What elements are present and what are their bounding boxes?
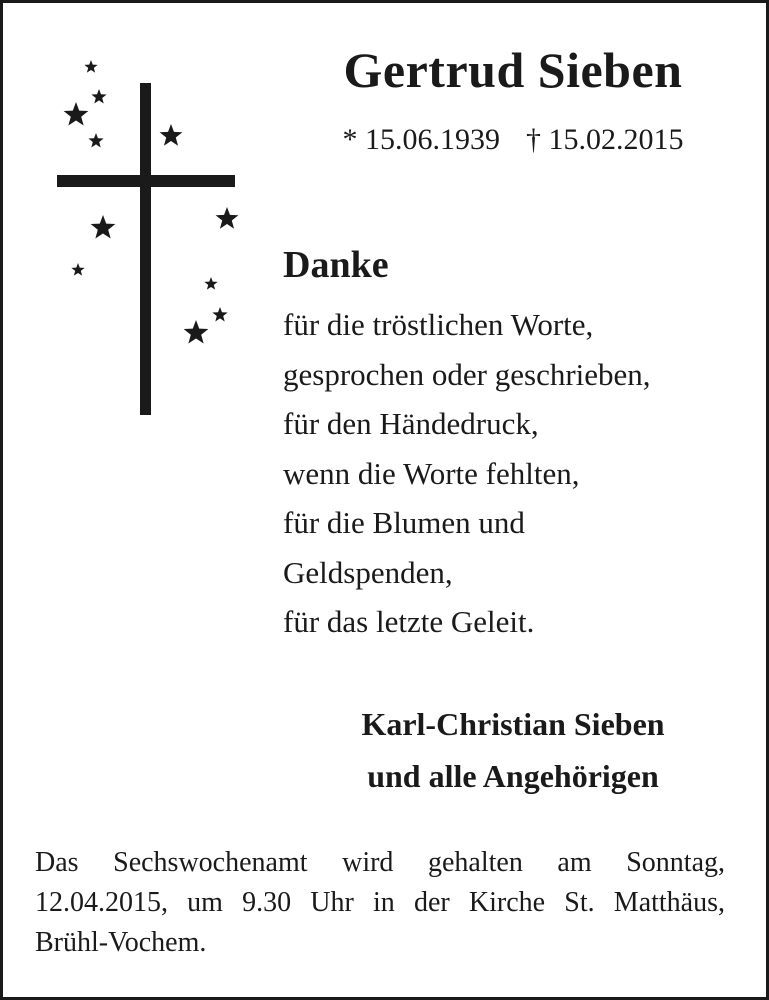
service-line: Brühl-Vochem. [35, 927, 207, 958]
star-icon [84, 60, 97, 73]
star-icon [212, 307, 227, 321]
stars-group [64, 60, 239, 344]
thanks-line: gesprochen oder geschrieben, [283, 356, 651, 392]
service-notice [35, 843, 725, 963]
thanks-line: für die tröstlichen Worte, [283, 307, 594, 342]
thanks-line: Geldspenden, [283, 554, 453, 590]
thanks-heading: Danke [283, 244, 389, 286]
star-icon [88, 133, 103, 147]
death-date: † 15.02.2015 [526, 123, 684, 156]
star-icon [216, 207, 239, 229]
thanks-line: für die Blumen und [283, 505, 525, 540]
star-icon [204, 277, 217, 290]
signature-line: und alle Angehörigen [367, 758, 659, 794]
thanks-lines [283, 300, 651, 647]
cross-with-stars-illustration [53, 53, 253, 423]
service-line: Das Sechswochenamt wird gehalten am Sonntag, [35, 847, 725, 878]
cross-icon [57, 83, 235, 415]
deceased-name: Gertrud Sieben [343, 42, 683, 98]
signature-line: Karl-Christian Sieben [361, 706, 665, 742]
star-icon [64, 102, 89, 126]
star-icon [91, 215, 116, 239]
life-dates [283, 123, 743, 157]
star-icon [91, 89, 106, 103]
thanks-line: für das letzte Geleit. [283, 604, 535, 639]
thanks-line: für den Händedruck, [283, 406, 539, 441]
star-icon [184, 320, 209, 344]
signature-block [283, 698, 743, 802]
service-line: 12.04.2015, um 9.30 Uhr in der Kirche St. Matthäus, [35, 887, 725, 918]
star-icon [71, 263, 84, 276]
thanks-line: wenn die Worte fehlten, [283, 455, 580, 491]
birth-date: * 15.06.1939 [342, 123, 500, 156]
star-icon [160, 124, 183, 146]
